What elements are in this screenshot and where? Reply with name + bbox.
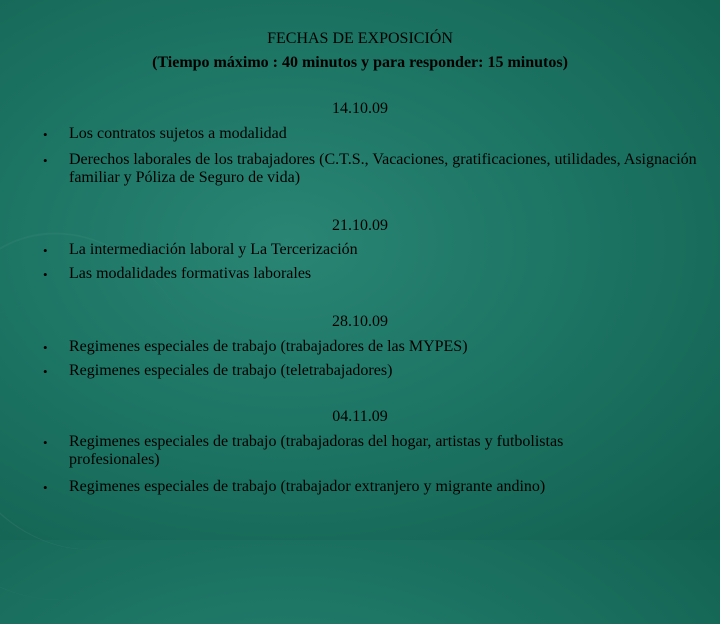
- list-item: La intermediación laboral y La Tercerización: [69, 241, 358, 258]
- list-item: Regimenes especiales de trabajo (teletrabajadores): [69, 362, 393, 379]
- bullet-icon: •: [43, 153, 48, 168]
- section-date: 14.10.09: [332, 100, 388, 117]
- list-item: Regimenes especiales de trabajo (trabajador extranjero y migrante andino): [69, 478, 546, 495]
- list-item: Derechos laborales de los trabajadores (C.T.S., Vacaciones, gratificaciones, utilidades, Asignación familiar y Póliza de Seguro de vida): [69, 151, 697, 186]
- list-item: Las modalidades formativas laborales: [69, 265, 312, 282]
- bullet-icon: •: [43, 127, 48, 142]
- bullet-icon: •: [43, 267, 48, 282]
- section-date: 04.11.09: [332, 408, 388, 425]
- slide-subtitle: (Tiempo máximo : 40 minutos y para responder: 15 minutos): [152, 54, 568, 71]
- bullet-icon: •: [43, 435, 48, 450]
- list-item: Regimenes especiales de trabajo (trabajadores de las MYPES): [69, 338, 468, 355]
- slide-title: FECHAS DE EXPOSICIÓN: [267, 30, 453, 47]
- bullet-icon: •: [43, 340, 48, 355]
- list-item: Regimenes especiales de trabajo (trabajadoras del hogar, artistas y futbolistas profesionales): [69, 433, 564, 468]
- bullet-icon: •: [43, 243, 48, 258]
- section-date: 21.10.09: [332, 217, 388, 234]
- list-item: Los contratos sujetos a modalidad: [69, 125, 287, 142]
- bullet-icon: •: [43, 364, 48, 379]
- section-date: 28.10.09: [332, 313, 388, 330]
- bullet-icon: •: [43, 480, 48, 495]
